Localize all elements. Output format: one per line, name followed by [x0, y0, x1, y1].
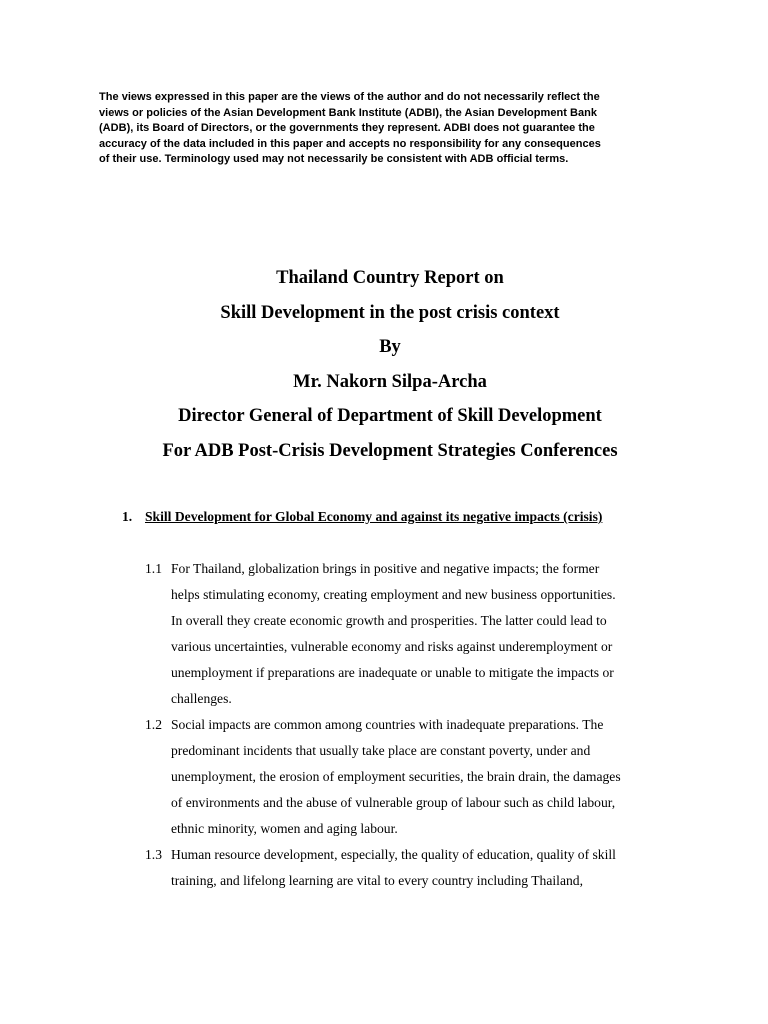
disclaimer-line: of their use. Terminology used may not necessarily be consistent with ADB official terms.	[99, 153, 569, 165]
list-item	[145, 556, 685, 712]
item-line: challenges.	[171, 691, 232, 706]
numbered-items	[145, 556, 685, 894]
item-line: helps stimulating economy, creating employment and new business opportunities.	[171, 587, 616, 602]
disclaimer-line: views or policies of the Asian Development Bank Institute (ADBI), the Asian Development Bank	[99, 106, 597, 119]
title-line: For ADB Post-Crisis Development Strategies Conferences	[162, 440, 618, 461]
section-number: 1.	[122, 509, 133, 524]
list-item	[145, 842, 685, 894]
item-line: training, and lifelong learning are vital to every country including Thailand,	[171, 873, 583, 888]
title-line: Skill Development in the post crisis context	[220, 302, 560, 323]
title-line: Thailand Country Report on	[276, 268, 504, 288]
item-line: unemployment, the erosion of employment securities, the brain drain, the damages	[171, 769, 621, 784]
list-item	[145, 712, 685, 842]
item-text	[171, 842, 685, 894]
title-line: Director General of Department of Skill Development	[178, 406, 602, 427]
item-text	[171, 556, 685, 712]
disclaimer-line: (ADB), its Board of Directors, or the governments they represent. ADBI does not guarantee the	[99, 122, 595, 134]
item-text	[171, 712, 685, 842]
item-number: 1.2	[145, 717, 162, 732]
item-line: unemployment if preparations are inadequate or unable to mitigate the impacts or	[171, 665, 614, 680]
item-number: 1.1	[145, 561, 162, 576]
disclaimer-line: The views expressed in this paper are the views of the author and do not necessarily reflect the	[99, 91, 600, 103]
item-line: ethnic minority, women and aging labour.	[171, 821, 398, 836]
item-line: Human resource development, especially, the quality of education, quality of skill	[171, 847, 616, 862]
item-line: For Thailand, globalization brings in positive and negative impacts; the former	[171, 561, 600, 576]
item-line: In overall they create economic growth and prosperities. The latter could lead to	[171, 613, 607, 628]
item-number: 1.3	[145, 847, 162, 862]
report-title	[0, 264, 768, 472]
item-line: various uncertainties, vulnerable economy and risks against underemployment or	[171, 639, 613, 654]
section-heading-text: Skill Development for Global Economy and against its negative impacts (crisis)	[145, 509, 603, 524]
title-line: Mr. Nakorn Silpa-Archa	[293, 371, 487, 392]
item-line: of environments and the abuse of vulnerable group of labour such as child labour,	[171, 795, 616, 810]
item-line: predominant incidents that usually take place are constant poverty, under and	[171, 743, 591, 758]
disclaimer-line: accuracy of the data included in this paper and accepts no responsibility for any consequences	[99, 137, 601, 150]
item-line: Social impacts are common among countries with inadequate preparations. The	[171, 717, 604, 732]
title-line: By	[379, 337, 401, 358]
section-heading	[122, 509, 602, 525]
disclaimer	[99, 90, 674, 168]
